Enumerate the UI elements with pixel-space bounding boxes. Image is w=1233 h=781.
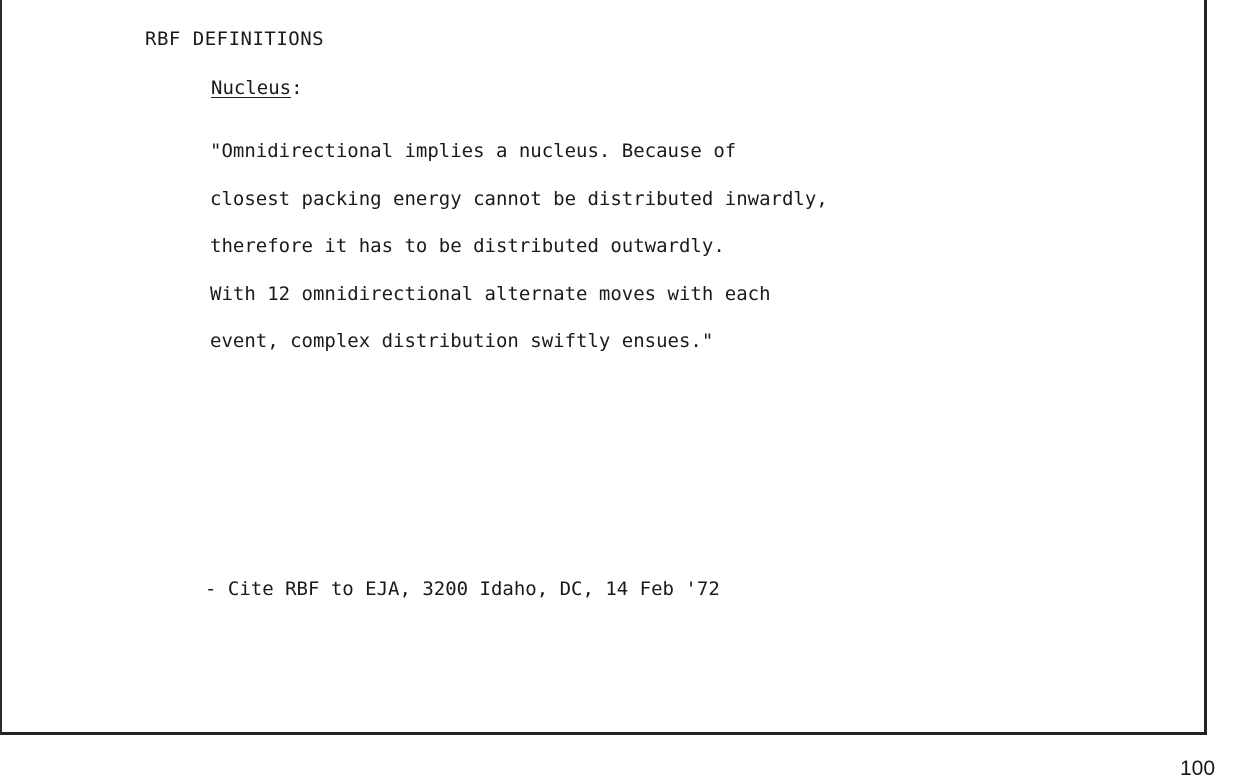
term-colon: : [291,77,303,99]
document-heading: RBF DEFINITIONS [145,28,325,50]
term-label [211,77,303,99]
term-word: Nucleus [211,77,292,99]
quote-line: "Omnidirectional implies a nucleus. Because of [210,140,737,162]
quote-line: With 12 omnidirectional alternate moves with each [210,282,771,305]
quote-line: event, complex distribution swiftly ensues." [210,330,714,352]
definition-quote [210,128,828,366]
citation: - Cite RBF to EJA, 3200 Idaho, DC, 14 Feb '72 [205,578,720,600]
card-left-border [0,0,2,735]
quote-line: therefore it has to be distributed outwardly. [210,235,725,257]
quote-line: closest packing energy cannot be distributed inwardly, [210,187,828,210]
page-number: 100 [1180,757,1216,780]
